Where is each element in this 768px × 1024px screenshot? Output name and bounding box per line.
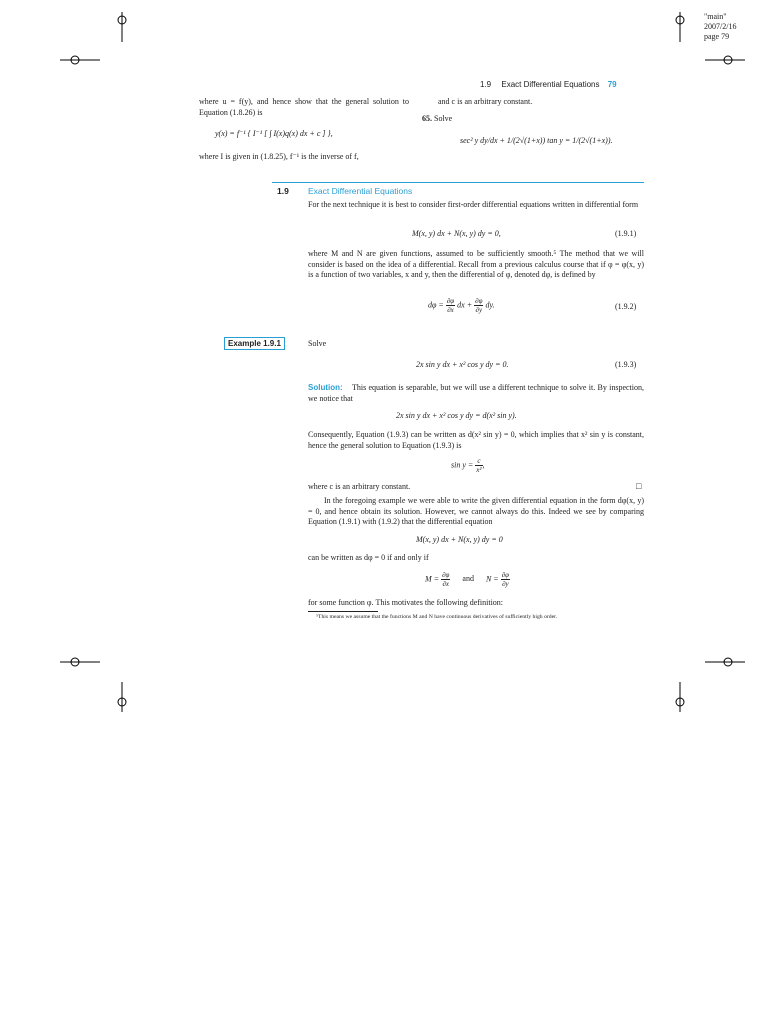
eq7-and: and [462, 574, 474, 584]
section-rule [272, 182, 644, 183]
section-para2: where M and N are given functions, assumed to be sufficiently smooth.⁵ The method that we will consider is based on the idea of a differential. Recall from a previous calculus course that if φ = φ(x, y) is a function of two variables, x and y, then the differential of φ, denoted dφ, is defined by [308, 249, 644, 279]
file-info-line1: "main" [704, 12, 727, 21]
example-solve: Solve [308, 339, 327, 348]
equation-differential: 2x sin y dx + x² cos y dy = d(x² sin y). [396, 411, 517, 420]
eq7-m: M = [425, 574, 440, 584]
eq2-mid: dx + [457, 300, 473, 310]
eq7-f1-den: ∂x [442, 580, 450, 588]
footnote: ⁵This means we assume that the functions M and N have continuous derivatives of sufficiently high order. [316, 614, 558, 620]
para5: In the foregoing example we were able to write the given differential equation in the form dφ(x, y) = 0, and hence obtain its solution. However, we cannot always do this. Indeed we see by comparing Equation (1.9.1) with (1.9.2) that the differential equation [308, 496, 644, 526]
equation-1-9-3: 2x sin y dx + x² cos y dy = 0. [416, 360, 509, 369]
prev-exercise-text2: where I is given in (1.8.25), f⁻¹ is the inverse of f, [199, 152, 359, 161]
para7: for some function φ. This motivates the following definition: [308, 598, 504, 607]
running-head-number: 1.9 [480, 80, 492, 89]
eq5-end: , [482, 460, 485, 470]
example-para4: where c is an arbitrary constant. [308, 482, 411, 491]
qed-icon: □ [636, 481, 642, 491]
section-title: Exact Differential Equations [308, 186, 413, 196]
solution-text: This equation is separable, but we will use a different technique to solve it. By inspection, we notice that [308, 383, 644, 403]
equation-1-9-2 [428, 297, 495, 314]
eq7-f1-num: ∂φ [442, 571, 450, 579]
footnote-rule [308, 611, 378, 612]
equation-1-9-2-label: (1.9.2) [615, 302, 637, 311]
equation-1-9-1: M(x, y) dx + N(x, y) dy = 0, [412, 229, 501, 238]
equation-1-9-1-label: (1.9.1) [615, 229, 637, 238]
running-head [480, 80, 617, 89]
prev-exercise-formula: y(x) = f⁻¹ { I⁻¹ [ ∫ I(x)q(x) dx + c ] }, [215, 129, 333, 138]
eq5-num: c [475, 457, 482, 466]
exercise-65 [422, 114, 452, 124]
eq2-f2-den: ∂y [475, 306, 483, 314]
para6: can be written as dφ = 0 if and only if [308, 553, 429, 562]
eq2-lhs: dφ = [428, 300, 444, 310]
exercise-number: 65. [422, 114, 432, 123]
section-number: 1.9 [277, 186, 289, 196]
page-number: 79 [607, 80, 617, 89]
equation-1-9-3-label: (1.9.3) [615, 360, 637, 369]
eq7-f2-den: ∂y [502, 580, 509, 588]
file-info-line2: 2007/2/16 [704, 22, 737, 31]
exercise-instruction: Solve [434, 114, 453, 123]
prev-exercise-text1: where u = f(y), and hence show that the general solution to Equation (1.8.26) is [199, 97, 409, 117]
example-para3: Consequently, Equation (1.9.3) can be written as d(x² sin y) = 0, which implies that x² sin y is constant, hence the general solution to Equation (1.9.3) is [308, 430, 644, 450]
running-head-title: Exact Differential Equations [501, 80, 600, 89]
eq5-lhs: sin y = [451, 460, 474, 470]
file-info-line3: page 79 [704, 32, 730, 41]
section-intro: For the next technique it is best to consider first-order differential equations written in differential form [308, 200, 639, 209]
solution-label: Solution: [308, 383, 343, 392]
file-info [704, 12, 736, 42]
eq7-n: N = [485, 574, 499, 584]
eq2-end: dy. [485, 300, 495, 310]
eq7-f2-num: ∂φ [501, 571, 510, 579]
exercise-65-equation: sec² y dy/dx + 1/(2√(1+x)) tan y = 1/(2√(1+x)). [460, 136, 613, 145]
eq2-f1-den: ∂x [447, 306, 454, 314]
equation-general-solution [451, 457, 485, 474]
eq5-den: x² [476, 466, 482, 474]
eq2-f2-num: ∂φ [475, 297, 483, 305]
right-col-text: and c is an arbitrary constant. [438, 97, 533, 106]
equation-general-form: M(x, y) dx + N(x, y) dy = 0 [416, 535, 503, 544]
equation-exactness [425, 571, 510, 588]
example-label: Example 1.9.1 [224, 337, 285, 350]
eq2-f1-num: ∂φ [446, 297, 455, 305]
